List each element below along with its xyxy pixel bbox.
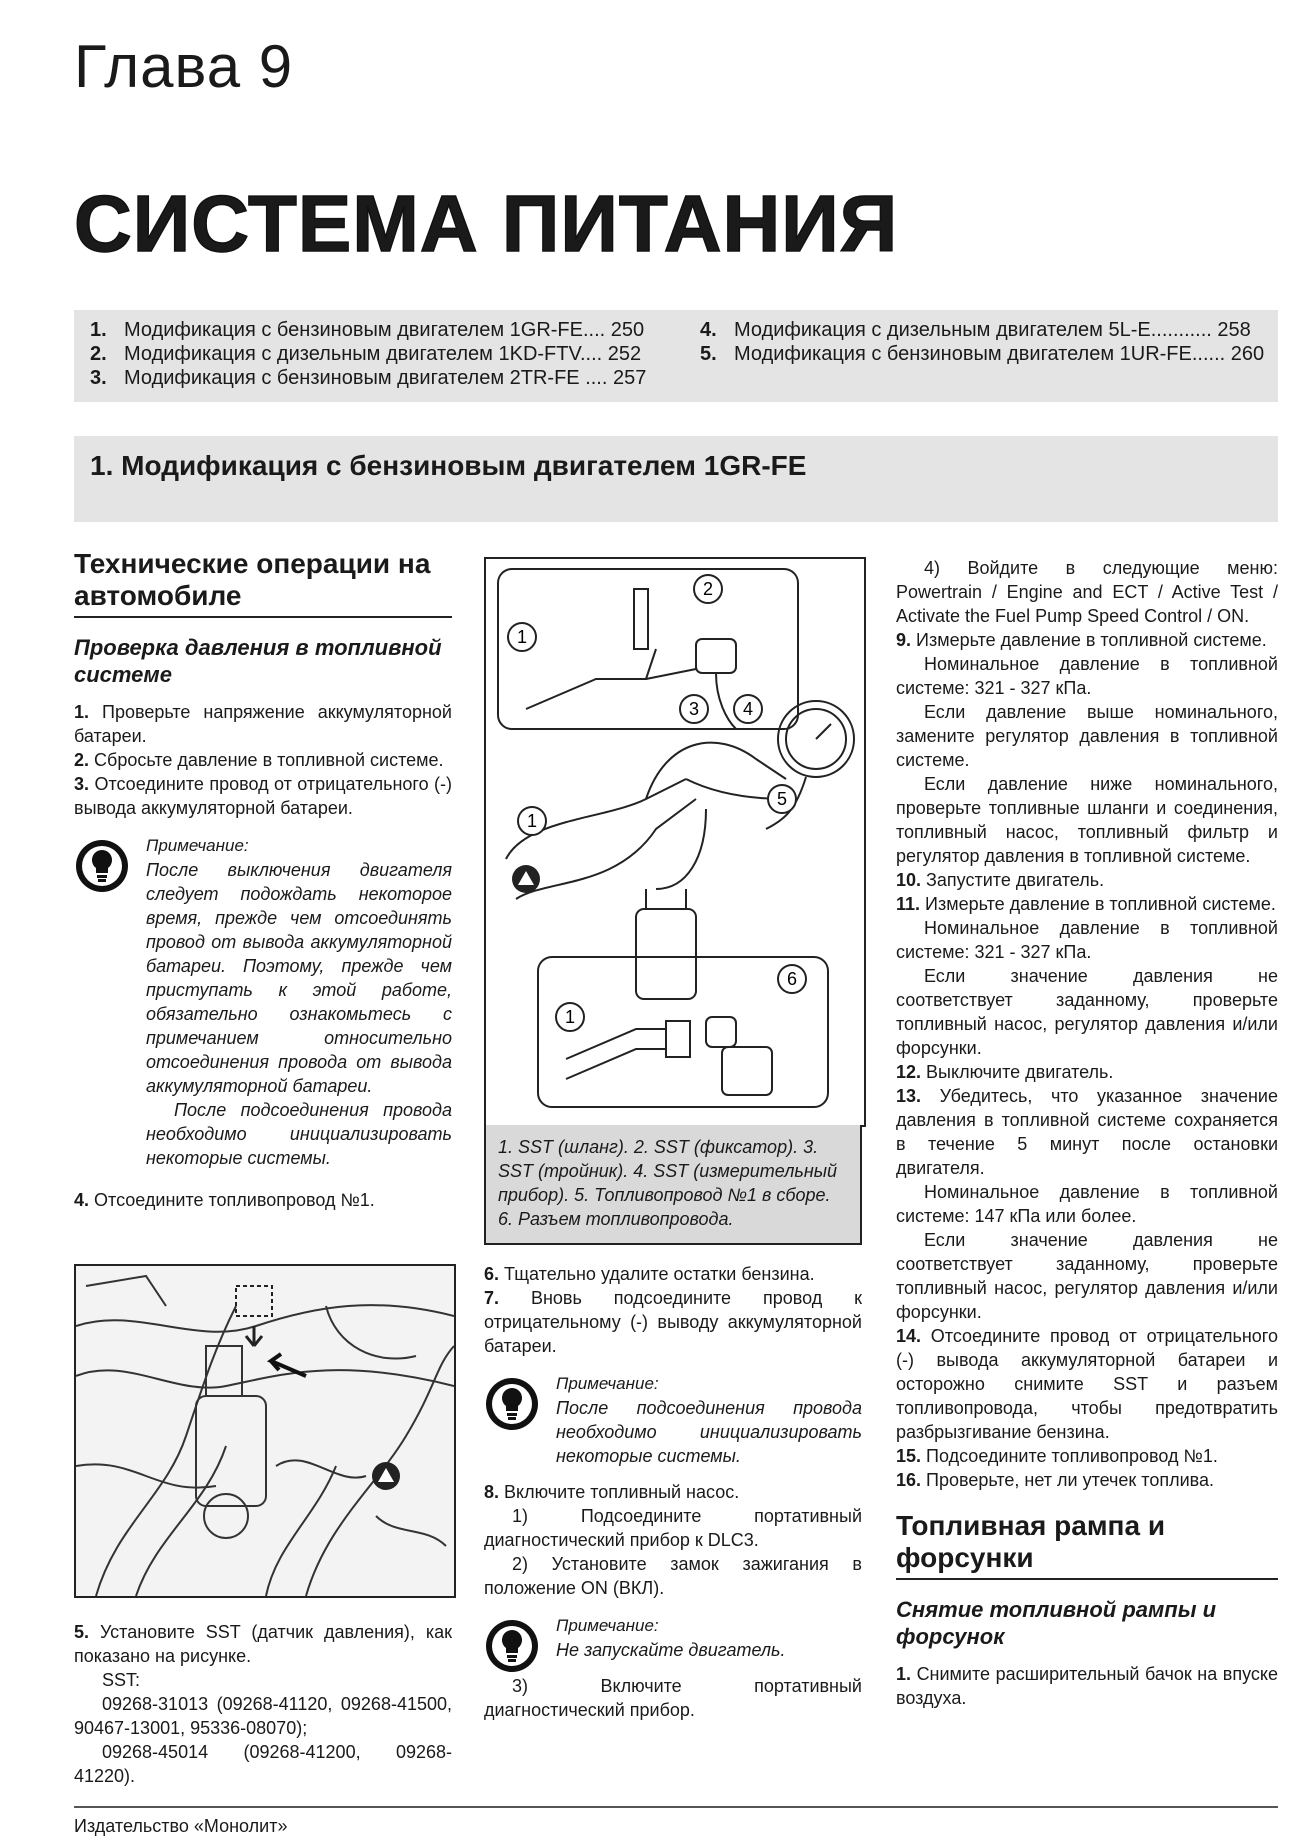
paragraph: Если давление ниже номинального, проверьте топливные шланги и соединения, топливный насос, топливный фильтр и регулятор давления в топливной системе. <box>896 774 1278 866</box>
svg-text:1: 1 <box>516 627 528 647</box>
step-16: 16. Проверьте, нет ли утечек топлива. <box>896 1470 1215 1490</box>
note-text: После выключения двигателя следует подождать некоторое время, прежде чем отсоединять провод от вывода аккумуляторной батареи. Поэтому, прежде чем приступать к этой работе, обязательно ознакомьтесь с примечанием относительно отсоединения провода от вывода аккумуляторной батареи. <box>146 860 452 1096</box>
toc-item: 4. Модификация с дизельным двигателем 5L-E........... 258 <box>700 319 1251 341</box>
sst-list: 09268-31013 (09268-41120, 09268-41500, 90467-13001, 95336-08070); <box>74 1694 452 1738</box>
paragraph: Если значение давления не соответствует заданному, проверьте топливный насос, регулятор давления и/или форсунки. <box>896 966 1278 1058</box>
engine-photo-figure <box>74 1264 456 1598</box>
page-title: СИСТЕМА ПИТАНИЯ <box>74 179 899 268</box>
column-left-bottom <box>74 1620 452 1788</box>
step-10: 10. Запустите двигатель. <box>896 870 1105 890</box>
svg-text:1: 1 <box>526 811 538 831</box>
footer-divider <box>74 1806 1278 1808</box>
step-12: 12. Выключите двигатель. <box>896 1062 1114 1082</box>
step-8-sub: 2) Установите замок зажигания в положение ON (ВКЛ). <box>484 1554 862 1598</box>
sst-label: SST: <box>102 1670 141 1690</box>
step-15: 15. Подсоедините топливопровод №1. <box>896 1446 1218 1466</box>
lightbulb-icon <box>484 1376 540 1432</box>
step-14: 14. Отсоедините провод от отрицательного (-) вывода аккумуляторной батареи и осторожно снимите SST и разъем топливопровода, чтобы предотвратить разбрызгивание бензина. <box>896 1326 1278 1442</box>
paragraph: Номинальное давление в топливной системе: 321 - 327 кПа. <box>896 918 1278 962</box>
paragraph: Если давление выше номинального, замените регулятор давления в топливной системе. <box>896 702 1278 770</box>
paragraph: Если значение давления не соответствует заданному, проверьте топливный насос, регулятор давления и/или форсунки. <box>896 1230 1278 1322</box>
step-8-sub: 4) Войдите в следующие меню: Powertrain / Engine and ECT / Active Test / Activate the Fuel Pump Speed Control / ON. <box>896 558 1278 626</box>
note-block <box>484 1614 862 1662</box>
section-heading: Технические операции на автомобиле <box>74 548 452 618</box>
note-text: После подсоединения провода необходимо инициализировать некоторые системы. <box>556 1398 862 1466</box>
toc-item: 3. Модификация с бензиновым двигателем 2TR-FE .... 257 <box>90 367 647 389</box>
publisher-footer: Издательство «Монолит» <box>74 1816 288 1836</box>
sst-list: 09268-45014 (09268-41200, 09268-41220). <box>74 1742 452 1786</box>
chapter-label: Глава 9 <box>74 33 294 100</box>
paragraph: Номинальное давление в топливной системе: 321 - 327 кПа. <box>896 654 1278 698</box>
svg-text:3: 3 <box>688 699 700 719</box>
section-header <box>74 436 1278 522</box>
step-1: 1. Проверьте напряжение аккумуляторной батареи. <box>74 702 452 746</box>
step-8: 8. Включите топливный насос. <box>484 1482 740 1502</box>
note-block <box>74 834 452 1170</box>
svg-text:5: 5 <box>776 789 788 809</box>
toc-item: 5. Модификация с бензиновым двигателем 1UR-FE...... 260 <box>700 343 1265 365</box>
step-7: 7. Вновь подсоедините провод к отрицательному (-) выводу аккумуляторной батареи. <box>484 1288 862 1356</box>
note-label: Примечание: <box>556 1616 659 1635</box>
step-9: 9. Измерьте давление в топливной системе. <box>896 630 1267 650</box>
column-middle <box>484 1262 862 1722</box>
lightbulb-icon <box>484 1618 540 1674</box>
step-5: 5. Установите SST (датчик давления), как показано на рисунке. <box>74 1622 452 1666</box>
subsection-heading: Проверка давления в топливной системе <box>74 635 442 687</box>
section-title: 1. Модификация с бензиновым двигателем 1GR-FE <box>90 450 807 481</box>
note-text: После подсоединения провода необходимо инициализировать некоторые системы. <box>146 1100 452 1168</box>
note-label: Примечание: <box>146 836 249 855</box>
note-text: Не запускайте двигатель. <box>556 1640 786 1660</box>
toc-item: 1. Модификация с бензиновым двигателем 1GR-FE.... 250 <box>90 319 645 341</box>
diagram-drawing <box>486 559 864 1125</box>
svg-text:2: 2 <box>702 579 714 599</box>
fuel-pressure-diagram <box>484 557 866 1127</box>
step-11: 11. Измерьте давление в топливной системе. <box>896 894 1276 914</box>
diagram-callouts <box>508 575 806 1031</box>
engine-photo <box>76 1266 454 1596</box>
svg-text:4: 4 <box>742 699 754 719</box>
column-right <box>896 556 1278 1710</box>
step-6: 6. Тщательно удалите остатки бензина. <box>484 1264 815 1284</box>
svg-text:1: 1 <box>564 1007 576 1027</box>
subsection-heading: Снятие топливной рампы и форсунок <box>896 1597 1217 1649</box>
step-8-sub: 1) Подсоедините портативный диагностический прибор к DLC3. <box>484 1506 862 1550</box>
toc-item: 2. Модификация с дизельным двигателем 1KD-FTV.... 252 <box>90 343 642 365</box>
section-heading: Топливная рампа и форсунки <box>896 1510 1278 1580</box>
paragraph: Номинальное давление в топливной системе: 147 кПа или более. <box>896 1182 1278 1226</box>
toc-right-column <box>700 318 1264 366</box>
figure-caption: 1. SST (шланг). 2. SST (фиксатор). 3. SST (тройник). 4. SST (измерительный прибор). 5. Топливопровод №1 в сборе. 6. Разъем топливопровода. <box>484 1125 862 1245</box>
svg-text:6: 6 <box>786 969 798 989</box>
toc-left-column <box>90 318 646 390</box>
table-of-contents <box>74 310 1278 402</box>
step-2: 2. Сбросьте давление в топливной системе. <box>74 750 444 770</box>
step-4: 4. Отсоедините топливопровод №1. <box>74 1190 375 1210</box>
step-3: 3. Отсоедините провод от отрицательного (-) вывода аккумуляторной батареи. <box>74 774 452 818</box>
step-1: 1. Снимите расширительный бачок на впуске воздуха. <box>896 1664 1278 1708</box>
column-left <box>74 548 452 1212</box>
step-8-sub: 3) Включите портативный диагностический прибор. <box>484 1676 862 1720</box>
note-label: Примечание: <box>556 1374 659 1393</box>
note-block <box>484 1372 862 1468</box>
lightbulb-icon <box>74 838 130 894</box>
step-13: 13. Убедитесь, что указанное значение давления в топливной системе сохраняется в течение 5 минут после остановки двигателя. <box>896 1086 1278 1178</box>
